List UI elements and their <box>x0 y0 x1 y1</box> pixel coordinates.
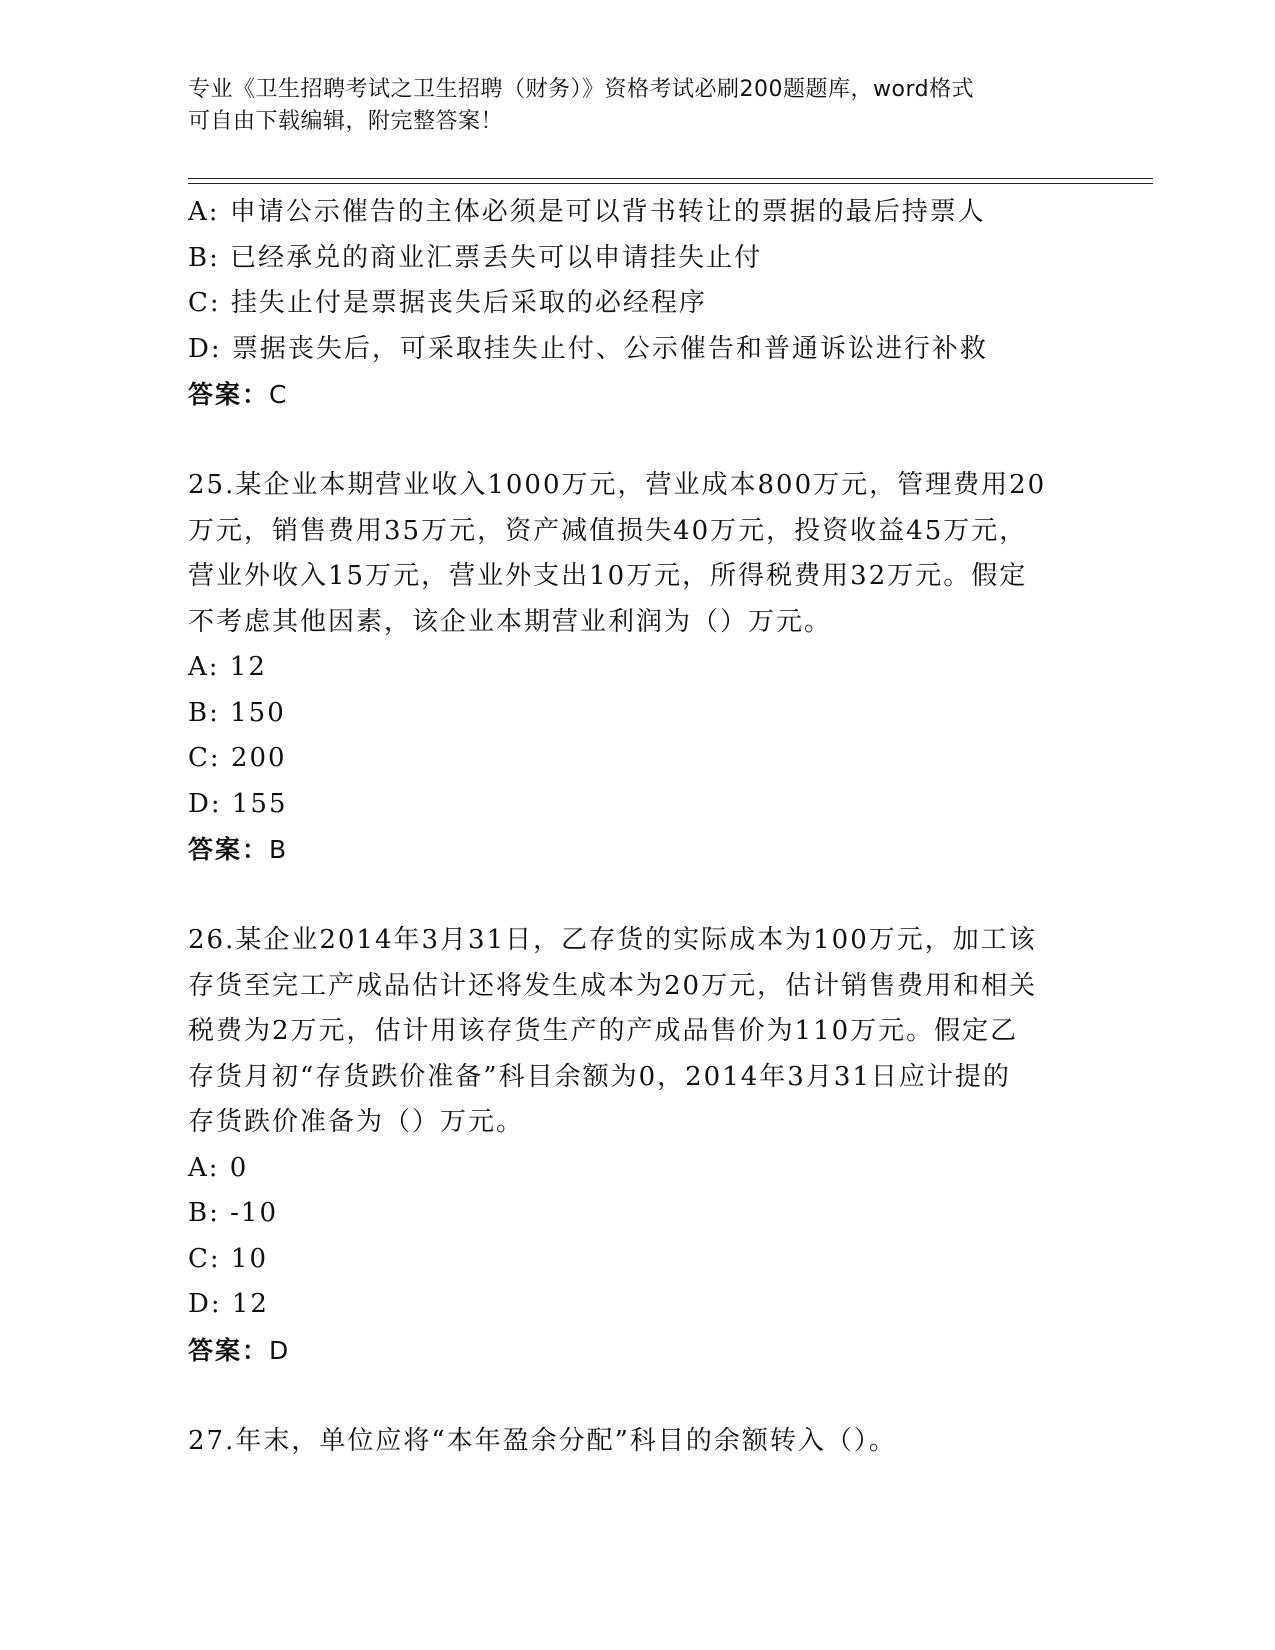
option-a: A: 12 <box>188 652 267 682</box>
option-c: C: 挂失止付是票据丧失后采取的必经程序 <box>188 288 707 318</box>
question-27 <box>188 1419 1068 1465</box>
document-header <box>188 74 1088 138</box>
answer-value: B <box>269 835 289 864</box>
option-d: D: 155 <box>188 788 288 819</box>
question-stem-line: 税费为2万元，估计用该存货生产的产成品售价为110万元。假定乙 <box>188 1016 1019 1046</box>
answer-line <box>188 372 1068 418</box>
option-c: C: 10 <box>188 1243 269 1274</box>
answer-label: 答案： <box>188 835 270 864</box>
header-title-line-2: 可自由下载编辑，附完整答案！ <box>188 109 504 134</box>
prev-question-block <box>188 190 1068 418</box>
option-d: D: 票据丧失后，可采取挂失止付、公示催告和普通诉讼进行补救 <box>188 333 988 364</box>
answer-value: C <box>269 380 289 409</box>
question-content <box>188 190 1068 1464</box>
option-b: B: 已经承兑的商业汇票丢失可以申请挂失止付 <box>188 242 763 273</box>
question-stem-line: 26.某企业2014年3月31日，乙存货的实际成本为100万元，加工该 <box>188 925 1037 955</box>
question-stem-line: 25.某企业本期营业收入1000万元，营业成本800万元，管理费用20 <box>188 470 1047 500</box>
question-stem-line: 营业外收入15万元，营业外支出10万元，所得税费用32万元。假定 <box>188 561 1028 591</box>
option-a: A: 0 <box>188 1152 249 1183</box>
header-divider-bottom <box>188 183 1153 184</box>
question-stem-line: 存货月初“存货跌价准备”科目余额为0，2014年3月31日应计提的 <box>188 1061 1011 1092</box>
answer-value: D <box>269 1335 291 1365</box>
answer-label: 答案： <box>188 1335 270 1365</box>
question-26 <box>188 918 1068 1373</box>
header-title-line-1: 专业《卫生招聘考试之卫生招聘（财务）》资格考试必刷200题题库，word格式 <box>188 77 975 102</box>
header-divider-top <box>188 178 1153 179</box>
option-a: A: 申请公示催告的主体必须是可以背书转让的票据的最后持票人 <box>188 197 986 227</box>
question-stem-line: 27.年末，单位应将“本年盈余分配”科目的余额转入（）。 <box>188 1425 897 1456</box>
question-stem-line: 不考虑其他因素，该企业本期营业利润为（）万元。 <box>188 606 833 637</box>
option-b: B: 150 <box>188 697 286 728</box>
option-b: B: -10 <box>188 1198 278 1228</box>
question-stem-line: 万元，销售费用35万元，资产减值损失40万元，投资收益45万元， <box>188 515 1028 546</box>
option-c: C: 200 <box>188 743 287 773</box>
option-d: D: 12 <box>188 1289 269 1319</box>
answer-label: 答案： <box>188 380 270 409</box>
answer-line <box>188 827 1068 873</box>
answer-line <box>188 1328 1068 1374</box>
question-25 <box>188 463 1068 873</box>
question-stem-line: 存货至完工产成品估计还将发生成本为20万元，估计销售费用和相关 <box>188 970 1038 1001</box>
question-stem-line: 存货跌价准备为（）万元。 <box>188 1107 525 1137</box>
